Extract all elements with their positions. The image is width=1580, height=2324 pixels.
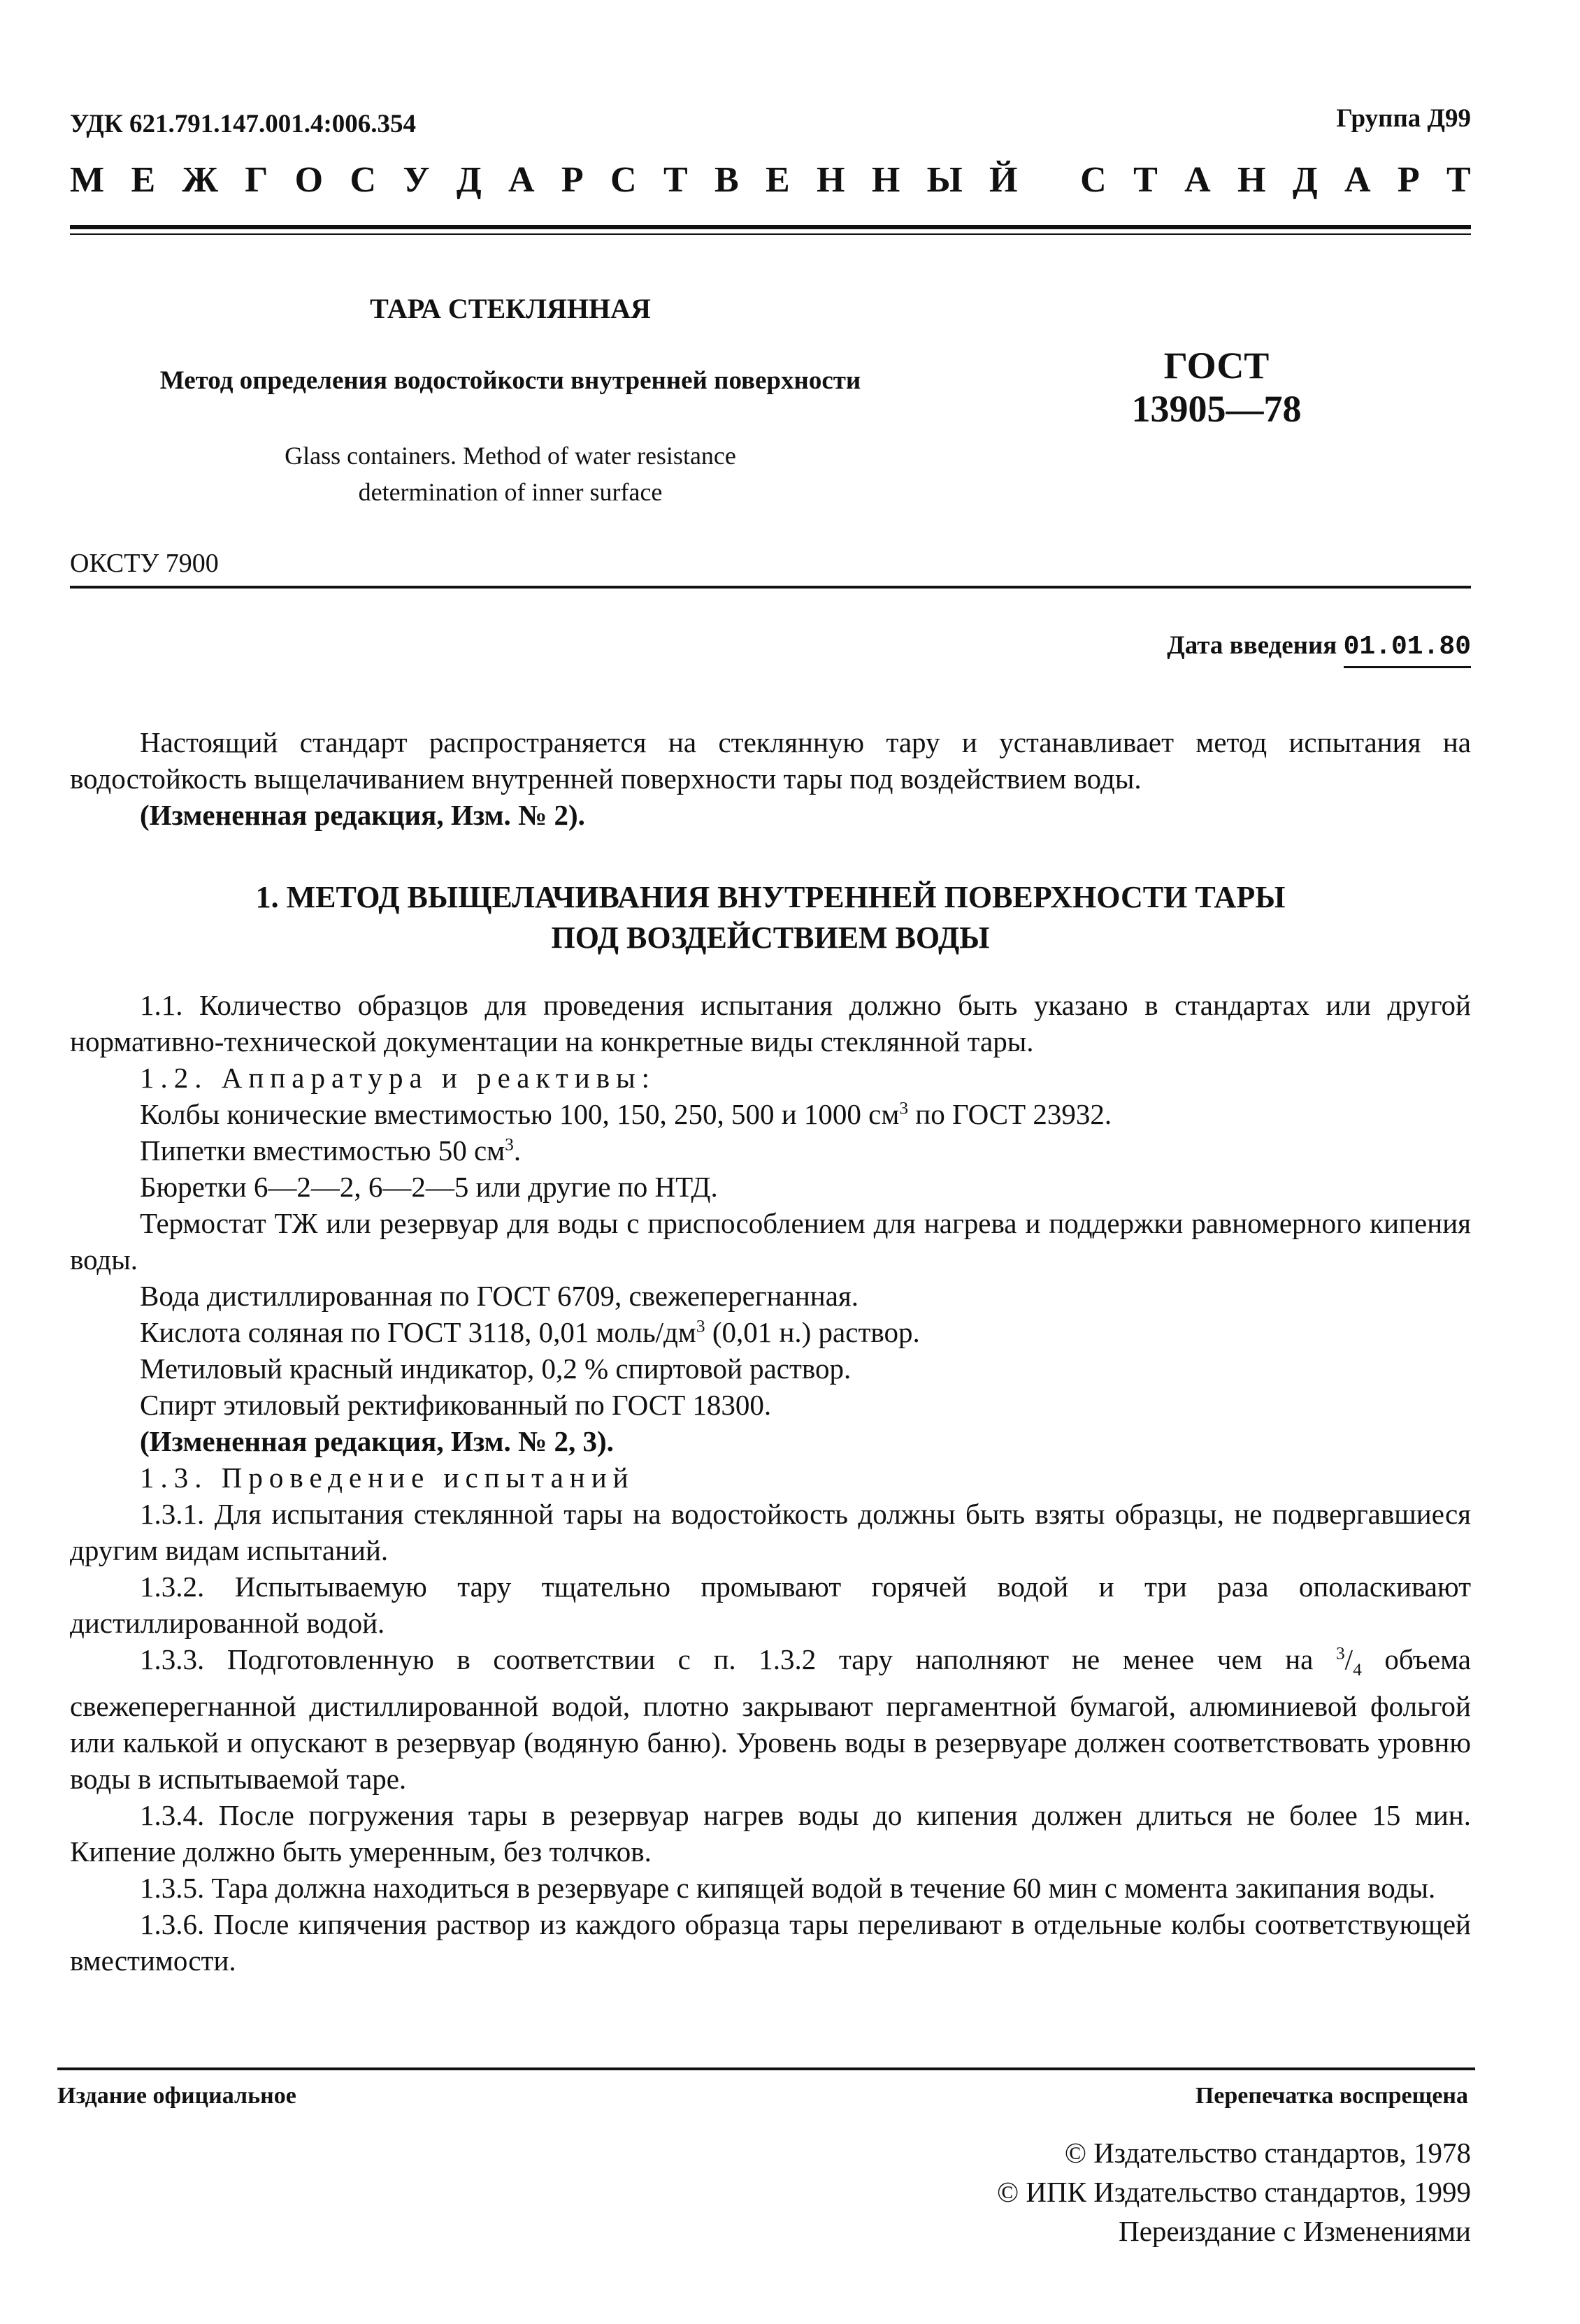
official-edition-note: Издание официальное <box>57 2083 296 2109</box>
item-water: Вода дистиллированная по ГОСТ 6709, свежеперегнанная. <box>140 1280 859 1312</box>
udk-code: УДК 621.791.147.001.4:006.354 <box>70 110 417 138</box>
copyright-1978: © Издательство стандартов, 1978 <box>1064 2137 1471 2169</box>
item-acid: Кислота соляная по ГОСТ 3118, 0,01 моль/$дм^3$ (0,01 н.) раствор. <box>140 1316 920 1348</box>
banner-letter: Д <box>1292 160 1318 200</box>
reissue-note: Переиздание с Изменениями <box>1119 2215 1471 2247</box>
banner-letter: С <box>350 160 377 200</box>
banner-letter: Е <box>131 160 156 200</box>
english-title-line1: Glass containers. Method of water resistance <box>285 442 736 470</box>
document-subtitle: Метод определения водостойкости внутренней поверхности <box>159 366 861 395</box>
document-title: ТАРА СТЕКЛЯННАЯ <box>370 293 651 324</box>
section-1-heading <box>70 877 1471 958</box>
gost-number: 13905—78 <box>1131 388 1302 430</box>
clause-1-3-6: 1.3.6. После кипячения раствор из каждого образца тары переливают в отдельные колбы соответствующей вместимости. <box>70 1908 1471 1977</box>
clause-1-3-2: 1.3.2. Испытываемую тару тщательно промывают горячей водой и три раза ополаскивают дистиллированной водой. <box>70 1571 1471 1639</box>
section-1-body <box>70 987 1471 1979</box>
introduction-date <box>1167 630 1471 662</box>
header-rule-thin <box>70 233 1471 235</box>
clause-1-1: 1.1. Количество образцов для проведения испытания должно быть указано в стандартах или другой нормативно-технической документации на конкретные виды стеклянной тары. <box>70 989 1471 1058</box>
interstate-standard-banner <box>70 159 1471 201</box>
banner-letter: Р <box>1397 160 1420 200</box>
gost-designation <box>1091 344 1342 431</box>
banner-letter: М <box>70 160 105 200</box>
clause-1-3-4: 1.3.4. После погружения тары в резервуар нагрев воды до кипения должен длиться не более 15 мин. Кипение должно быть умеренным, без толчков. <box>70 1799 1471 1868</box>
reprint-prohibited-note: Перепечатка воспрещена <box>1195 2083 1468 2109</box>
banner-letter: Н <box>817 160 845 200</box>
banner-letter: Т <box>1133 160 1158 200</box>
header-rule-thick <box>70 225 1471 229</box>
banner-letter: Ы <box>926 160 963 200</box>
banner-letter: С <box>610 160 637 200</box>
banner-letter: Д <box>456 160 482 200</box>
amendment-2-3: (Измененная редакция, Изм. № 2, 3). <box>140 1425 614 1457</box>
banner-letter: Й <box>989 160 1018 200</box>
preamble <box>70 724 1471 833</box>
item-alcohol: Спирт этиловый ректификованный по ГОСТ 18300. <box>140 1389 772 1421</box>
oksty-code: ОКСТУ 7900 <box>70 549 219 578</box>
section-1-heading-line1: 1. МЕТОД ВЫЩЕЛАЧИВАНИЯ ВНУТРЕННЕЙ ПОВЕРХНОСТИ ТАРЫ <box>255 880 1286 914</box>
banner-letter: О <box>294 160 324 200</box>
preamble-text: Настоящий стандарт распространяется на стеклянную тару и устанавливает метод испытания на водостойкость выщелачиванием внутренней поверхности тары под воздействием воды. <box>70 726 1471 795</box>
banner-letter: Н <box>871 160 900 200</box>
banner-letter: В <box>714 160 739 200</box>
title-block <box>70 292 951 510</box>
banner-letter: Р <box>561 160 584 200</box>
banner-letter: А <box>1184 160 1211 200</box>
copyright-1999: © ИПК Издательство стандартов, 1999 <box>996 2176 1471 2208</box>
section-1-heading-line2: ПОД ВОЗДЕЙСТВИЕМ ВОДЫ <box>551 921 990 955</box>
item-flasks: Колбы конические вместимостью 100, 150, 250, 500 и 1000 $см^3$ по ГОСТ 23932. <box>140 1098 1112 1130</box>
banner-letter: Е <box>766 160 790 200</box>
banner-letter: Н <box>1237 160 1266 200</box>
footer-rule <box>57 2067 1475 2070</box>
preamble-amendment: (Измененная редакция, Изм. № 2). <box>140 799 585 831</box>
group-code: Группа Д99 <box>1336 104 1471 133</box>
clause-1-2: 1.2. Аппаратура и реактивы: <box>140 1062 656 1094</box>
banner-letter: А <box>1344 160 1371 200</box>
banner-letter: Ж <box>182 160 218 200</box>
intro-date-value: 01.01.80 <box>1344 632 1471 668</box>
banner-letter: Т <box>1446 160 1471 200</box>
english-title-line2: determination of inner surface <box>358 478 663 506</box>
banner-letter: А <box>508 160 535 200</box>
clause-1-3: 1.3. Проведение испытаний <box>140 1461 635 1494</box>
item-indicator: Метиловый красный индикатор, 0,2 % спиртовой раствор. <box>140 1352 852 1385</box>
clause-1-3-3: 1.3.3. Подготовленную в соответствии с п. 1.3.2 тару наполняют не менее чем на $^3/_4$ объема свежеперегнанной дистиллированной водой, плотно закрывают пергаментной бумагой, алюминиевой фольгой или калькой и опускают в резервуар (водяную баню). Уровень воды в резервуаре должен соответствовать уровню воды в испытываемой таре. <box>70 1643 1471 1796</box>
banner-letter: Т <box>663 160 688 200</box>
clause-1-3-1: 1.3.1. Для испытания стеклянной тары на водостойкость должны быть взяты образцы, не подвергавшиеся другим видам испытаний. <box>70 1498 1471 1566</box>
gost-label: ГОСТ <box>1163 345 1270 387</box>
oksty-rule <box>70 586 1471 589</box>
item-burettes: Бюретки 6—2—2, 6—2—5 или другие по НТД. <box>140 1171 718 1203</box>
item-pipettes: Пипетки вместимостью 50 $см^3$. <box>140 1134 522 1167</box>
intro-date-label: Дата введения <box>1167 631 1337 660</box>
item-thermostat: Термостат ТЖ или резервуар для воды с приспособлением для нагрева и поддержки равномерного кипения воды. <box>70 1207 1471 1276</box>
banner-letter: Г <box>245 160 268 200</box>
copyright-block <box>997 2133 1471 2251</box>
banner-letter: У <box>403 160 430 200</box>
banner-letter: С <box>1080 160 1107 200</box>
clause-1-3-5: 1.3.5. Тара должна находиться в резервуаре с кипящей водой в течение 60 мин с момента закипания воды. <box>140 1872 1436 1905</box>
banner-letter <box>1044 159 1054 201</box>
